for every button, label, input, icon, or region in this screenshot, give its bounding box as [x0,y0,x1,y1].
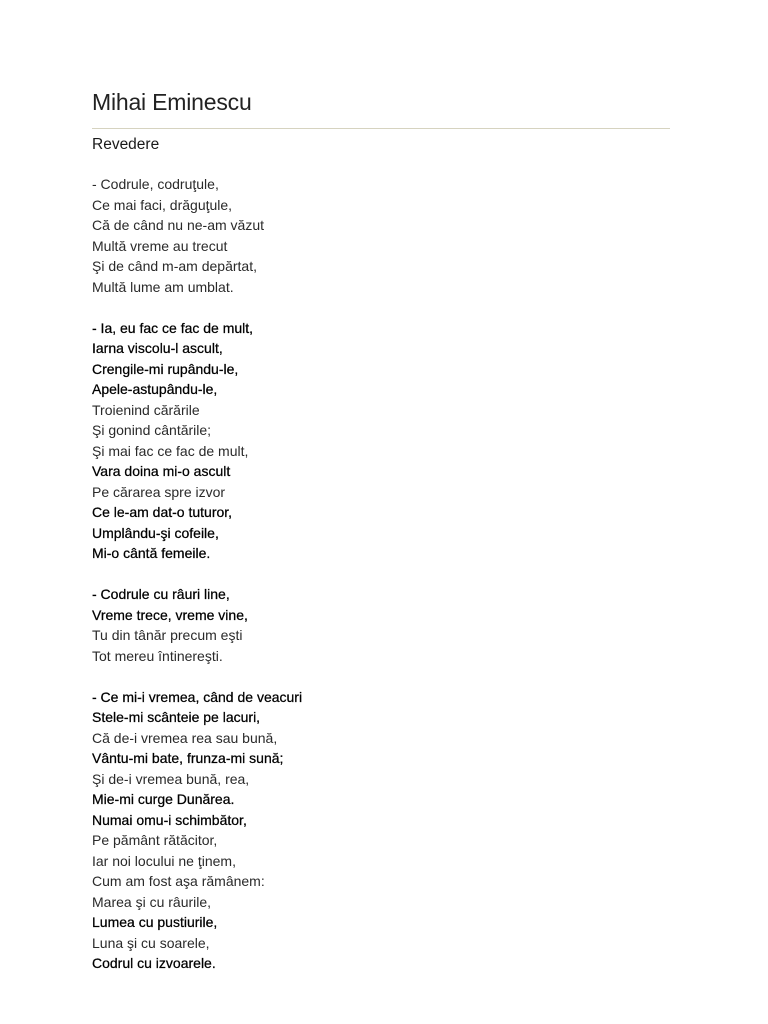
poem-line: Iar noi locului ne ţinem, [92,852,236,869]
poem-body [92,174,670,974]
stanza-2 [92,318,670,564]
poem-line: Umplându-şi cofeile, [92,524,219,541]
poem-line: Marea şi cu râurile, [92,893,212,910]
poem-line: - Ia, eu fac ce fac de mult, [92,319,254,336]
poem-line: Tu din tânăr precum eşti [92,627,243,643]
poem-line: Mie-mi curge Dunărea. [92,791,235,807]
poem-line: Luna şi cu soarele, [92,934,210,951]
poem-line: - Codrule cu râuri line, [92,586,230,602]
poem-line: Crengile-mi rupându-le, [92,360,239,377]
poem-line: Mi-o cântă femeile. [92,545,211,561]
poem-line: Pe pământ rătăcitor, [92,832,218,848]
poem-title: Revedere [92,136,160,153]
poem-line: Pe cărarea spre izvor [92,483,226,500]
poem-line: Vara doina mi-o ascult [92,463,231,479]
poem-line: Şi de-i vremea bună, rea, [92,770,250,787]
document-page [92,86,670,994]
poem-line: Şi mai fac ce fac de mult, [92,442,249,459]
poem-line: Iarna viscolu-l ascult, [92,340,223,356]
poem-line: Lumea cu pustiurile, [92,914,218,930]
poem-line: Stele-mi scânteie pe lacuri, [92,709,261,725]
poem-line: Tot mereu întinereşti. [92,647,223,664]
poem-line: Troienind cărările [92,401,200,418]
poem-line: Şi de când m-am depărtat, [92,258,257,274]
poem-line: Vântu-mi bate, frunza-mi sună; [92,750,284,766]
poem-line: Vreme trece, vreme vine, [92,606,248,623]
poem-line: - Ce mi-i vremea, când de veacuri [92,688,303,705]
poem-line: Şi gonind cântările; [92,422,212,438]
poem-line: Numai omu-i schimbător, [92,811,247,828]
stanza-4 [92,687,670,974]
poem-line: Apele-astupându-le, [92,381,218,397]
heading-divider [92,128,670,129]
poem-line: Multă lume am umblat. [92,278,234,295]
stanza-1 [92,174,670,297]
poem-line: Ce mai faci, drăguţule, [92,196,233,213]
poem-line: Că de când nu ne-am văzut [92,217,264,233]
poem-line: Că de-i vremea rea sau bună, [92,729,278,746]
poem-line: Cum am fost aşa rămânem: [92,873,265,889]
poem-line: Ce le-am dat-o tuturor, [92,504,233,520]
poem-line: Codrul cu izvoarele. [92,955,216,971]
stanza-3 [92,584,670,666]
poem-line: Multă vreme au trecut [92,237,228,254]
author-heading: Mihai Eminescu [92,89,252,115]
poem-line: - Codrule, codruţule, [92,176,219,192]
